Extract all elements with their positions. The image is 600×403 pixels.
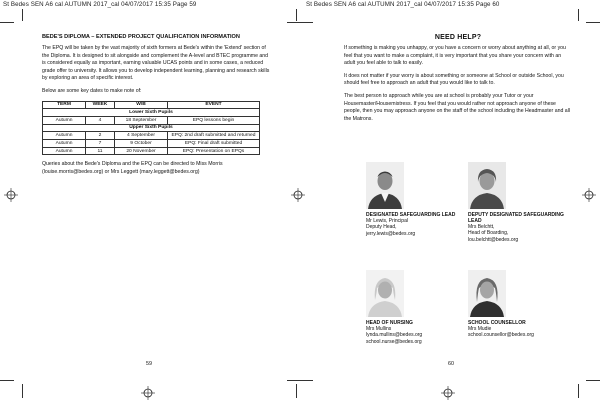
staff-title: Head of Boarding, xyxy=(468,230,509,237)
staff-email: lou.belchtt@bedes.org xyxy=(468,236,519,243)
need-help-heading: NEED HELP? xyxy=(434,34,482,41)
registration-mark-icon xyxy=(582,188,596,202)
page-number: 60 xyxy=(448,361,454,367)
cell-event: EPQ lessons begin xyxy=(168,116,260,124)
cell-term: Autumn xyxy=(43,147,86,155)
page-number: 59 xyxy=(146,361,152,367)
staff-email-secondary: school.nurse@bedes.org xyxy=(366,338,422,345)
person-photo-icon xyxy=(366,270,404,317)
cell-wb: 20 November xyxy=(115,147,168,155)
cell-wb: 4 September xyxy=(115,132,168,140)
table-row xyxy=(43,132,260,140)
staff-email: lynda.mullins@bedes.org xyxy=(366,332,423,339)
staff-email: school.counsellor@bedes.org xyxy=(468,332,534,339)
section-label-upper-sixth: Upper Sixth Pupils xyxy=(43,124,260,132)
crop-mark xyxy=(287,22,313,23)
crop-mark xyxy=(22,9,23,21)
table-row xyxy=(43,140,260,148)
person-photo-icon xyxy=(468,162,506,209)
cell-event: EPQ: 2nd draft submitted and returned xyxy=(168,132,260,140)
key-dates-table xyxy=(42,101,260,156)
staff-name: Mrs Mullins xyxy=(366,326,392,332)
registration-mark-icon xyxy=(141,386,155,400)
crop-mark xyxy=(586,22,600,23)
diploma-heading: BEDE'S DIPLOMA – EXTENDED PROJECT QUALIFICATION INFORMATION xyxy=(42,34,240,40)
help-paragraph-3: The best person to approach while you are at school is probably your Tutor or your Housemaster/Housemistress. If you feel that you would rather not approach anyone of these people, then you may approach anyone on the staff of the school including the Headmaster and all the Matrons. xyxy=(344,92,571,122)
slug-left: St Bedes SEN A6 cal AUTUMN 2017_cal 04/07/2017 15:35 Page 59 xyxy=(3,1,197,8)
crop-mark xyxy=(578,9,579,21)
staff-photo xyxy=(366,270,404,317)
crop-mark xyxy=(0,380,14,381)
staff-photo xyxy=(468,270,506,317)
crop-mark xyxy=(287,380,313,381)
staff-name: Mrs Mudie xyxy=(468,326,492,332)
column-header-wb: W/B xyxy=(115,101,168,109)
cell-term: Autumn xyxy=(43,132,86,140)
table-header-row xyxy=(43,101,260,109)
help-paragraph-2: It does not matter if your worry is about something or someone at School or outside School, you should feel free to approach an adult that you would like to talk to. xyxy=(344,72,564,87)
cell-term: Autumn xyxy=(43,140,86,148)
column-header-week: WEEK xyxy=(86,101,115,109)
cell-term: Autumn xyxy=(43,116,86,124)
table-row xyxy=(43,116,260,124)
crop-mark xyxy=(0,22,14,23)
table-section-row xyxy=(43,124,260,132)
crop-mark xyxy=(296,384,297,398)
table-section-row xyxy=(43,109,260,117)
crop-mark xyxy=(586,380,600,381)
staff-name: Mrs Belchtt, xyxy=(468,224,495,230)
crop-mark xyxy=(296,9,297,21)
crop-mark xyxy=(578,384,579,398)
registration-mark-icon xyxy=(4,188,18,202)
staff-role: SCHOOL COUNSELLOR xyxy=(468,320,526,326)
column-header-term: TERM xyxy=(43,101,86,109)
cell-week: 11 xyxy=(86,147,115,155)
cell-week: 4 xyxy=(86,116,115,124)
staff-name: Mr Lewis, Principal xyxy=(366,218,408,224)
staff-role: DESIGNATED SAFEGUARDING LEAD xyxy=(366,212,456,218)
cell-wb: 9 October xyxy=(115,140,168,148)
staff-role: DEPUTY DESIGNATED SAFEGUARDING LEAD xyxy=(468,212,564,224)
staff-role: HEAD OF NURSING xyxy=(366,320,413,326)
staff-card-deputy-safeguarding-lead xyxy=(468,162,568,243)
cell-event: EPQ: Presentation on EPQs xyxy=(168,147,260,155)
queries-paragraph: Queries about the Bede's Diploma and the EPQ can be directed to Miss Morris (louise.morris@bedes.org) or Mrs Leggett (mary.leggett@bedes.org) xyxy=(42,161,223,175)
help-paragraph-1: If something is making you unhappy, or you have a concern or worry about anything at all, or you feel that you want to make a complaint, it is very important that you share your concern with an adult you feel able to talk to easily. xyxy=(344,45,566,67)
cell-wb: 18 September xyxy=(115,116,168,124)
crop-mark xyxy=(22,384,23,398)
section-label-lower-sixth: Lower Sixth Pupils xyxy=(43,109,260,117)
cell-week: 2 xyxy=(86,132,115,140)
slug-right: St Bedes SEN A6 cal AUTUMN 2017_cal 04/07/2017 15:35 Page 60 xyxy=(306,1,500,8)
column-header-event: EVENT xyxy=(168,101,260,109)
staff-photo xyxy=(468,162,506,209)
person-photo-icon xyxy=(366,162,404,209)
key-dates-intro: Below are some key dates to make note of: xyxy=(42,87,142,94)
staff-email: jerry.lewis@bedes.org xyxy=(366,230,416,237)
registration-mark-icon xyxy=(291,188,305,202)
person-photo-icon xyxy=(468,270,506,317)
page-59 xyxy=(42,34,270,367)
cell-week: 7 xyxy=(86,140,115,148)
table-row xyxy=(43,147,260,155)
registration-mark-icon xyxy=(441,386,455,400)
staff-photo xyxy=(366,162,404,209)
staff-card-head-of-nursing xyxy=(366,270,466,345)
staff-card-safeguarding-lead xyxy=(366,162,466,237)
diploma-intro-paragraph: The EPQ will be taken by the vast majority of sixth formers at Bede's within the 'Extend' section of the Diploma. It is designed to sit alongside and complement the A-level and BTEC programme and is considered equally as important, earning valuable UCAS points and in some cases, a reduced grade offer to university. It allows you to develop independent learning, planning and research skills by exploring an area of specific interest. xyxy=(42,45,270,82)
cell-event: EPQ: Final draft submitted xyxy=(168,140,260,148)
staff-card-school-counsellor xyxy=(468,270,568,339)
staff-title: Deputy Head, xyxy=(366,224,397,231)
page-60 xyxy=(344,34,572,367)
